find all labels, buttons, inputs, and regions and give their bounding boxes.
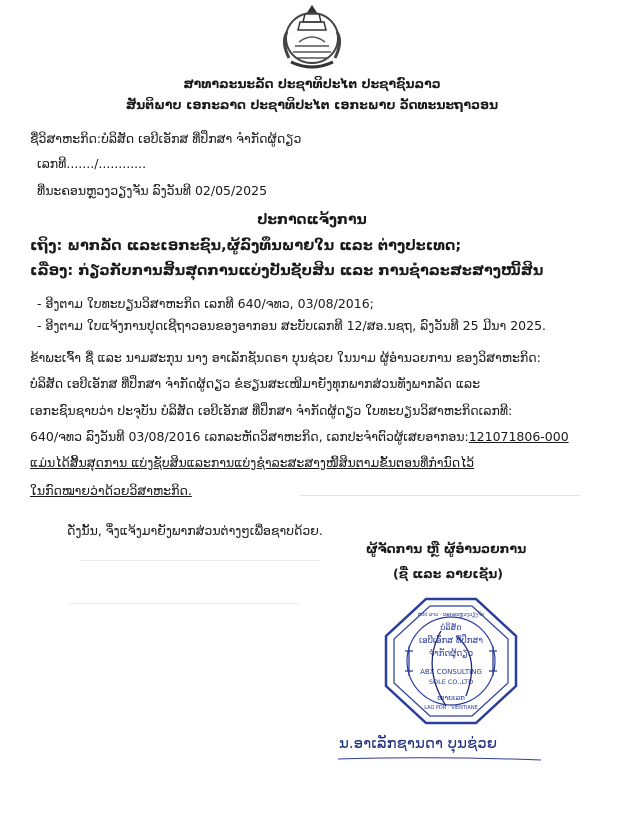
tax-id: 121071806-000 xyxy=(468,429,569,444)
stamp-en-name-1: ABX CONSULTING xyxy=(420,668,482,676)
svg-text:LAO PDR · VIENTIANE: LAO PDR · VIENTIANE xyxy=(424,705,478,711)
document-title: ປະກາດແຈ້ງການ xyxy=(257,212,367,228)
body-line-3: ເອກະຊົນຊາບວ່າ ປະຈຸບັນ ບໍລິສັດ ເອບີເອັກສ ທີ່ປຶກສາ ຈຳກັດຜູ້ດຽວ ໃບທະບຽນວິສາຫະກິດເລກທີ: xyxy=(30,403,513,418)
body-line-6: ໃນກົດໝາຍວ່າດ້ວຍວິສາຫະກິດ. xyxy=(30,483,192,498)
closing-line: ດັ່ງນັ້ນ, ຈຶ່ງແຈ້ງມາຍັງພາກສ່ວນຕ່າງໆເພື່ອຊາບດ້ວຍ. xyxy=(67,523,323,538)
subject-line: ເລື່ອງ: ກ່ຽວກັບການສິ້ນສຸດການແບ່ງປັນຊັບສິນ ແລະ ການຊຳລະສະສາງໜີ້ສິນ xyxy=(30,263,544,279)
reference-item: - ອີງຕາມ ໃບແຈ້ງການປຸດເຊີຖາວອນຂອງອາກອນ ສະບັບເລກທີ 12/ສອ.ນຊຖ, ລົງວັນທີ 25 ມີນາ 2025. xyxy=(37,318,546,333)
body-line-5: ແມ່ນໄດ້ສິ້ນສຸດການ ແບ່ງຊັບສິນແລະການແບ່ງຊຳລະສະສາງໜີ້ສິນຕາມຂັ້ນຕອນທີ່ກຳນົດໄວ້ xyxy=(30,455,475,470)
stamp-bottom: ໝາຍເລກ xyxy=(437,694,465,702)
body-line-2: ບໍລິສັດ ເອບີເອັກສ ທີ່ປຶກສາ ຈຳກັດຜູ້ດຽວ ຂໍຮຽນສະເໜີມາຍັງທຸກພາກສ່ວນທັງພາກລັດ ແລະ xyxy=(30,376,481,391)
body-line-4 xyxy=(30,429,569,444)
header-line-1: ສາທາລະນະລັດ ປະຊາທິປະໄຕ ປະຊາຊົນລາວ xyxy=(183,76,441,91)
recipient-line: ເຖິງ: ພາກລັດ ແລະເອກະຊົນ,ຜູ້ລົງທຶນພາຍໃນ ແລະ ຕ່າງປະເທດ; xyxy=(30,238,462,254)
body-line-1: ຂ້າພະເຈົ້າ ຊື່ ແລະ ນາມສະກຸນ ນາງ ອາເລັກຊັນດຣາ ບຸນຊ່ວຍ ໃນນາມ ຜູ້ອຳນວຍການ ຂອງວິສາຫະກິດ: xyxy=(30,350,541,365)
reference-item: - ອີງຕາມ ໃບທະບຽນວິສາຫະກິດ ເລກທີ 640/ຈທວ, 03/08/2016; xyxy=(37,296,374,311)
signatory-name: ນ.ອາເລັກຊານດາ ບຸນຊ່ວຍ xyxy=(339,734,498,752)
lao-national-emblem xyxy=(275,2,349,70)
signatory-note: (ຊື່ ແລະ ລາຍເຊັນ) xyxy=(393,566,504,581)
body-line-4-text: 640/ຈທວ ລົງວັນທີ 03/08/2016 ເລກລະຫັດວິສາຫະກິດ, ເລກປະຈຳຕົວຜູ້ເສຍອາກອນ: xyxy=(30,429,469,444)
stamp-title: ບໍລິສັດ xyxy=(440,623,462,632)
header-line-2: ສັນຕິພາບ ເອກະລາດ ປະຊາທິປະໄຕ ເອກະພາບ ວັດທະນະຖາວອນ xyxy=(125,97,499,112)
stamp-lao-name-2: ຈຳກັດຜູ້ດຽວ xyxy=(428,649,474,659)
svg-text:ສປປ ລາວ · ນະຄອນຫຼວງວຽງຈັນ: ສປປ ລາວ · ນະຄອນຫຼວງວຽງຈັນ xyxy=(417,612,485,618)
signature-underline xyxy=(336,754,546,764)
document-number: ເລກທີ......./............ xyxy=(37,156,147,171)
stamp-en-name-2: SOLE CO.,LTD xyxy=(428,678,474,686)
place-date: ທີ່ນະຄອນຫຼວງວຽງຈັນ ລົງວັນທີ 02/05/2025 xyxy=(37,183,268,198)
bleed-through-line xyxy=(300,495,580,496)
signatory-role: ຜູ້ຈັດການ ຫຼື ຜູ້ອຳນວຍການ xyxy=(366,541,527,556)
company-name-line: ຊື່ວິສາຫະກິດ:ບໍລິສັດ ເອບີເອັກສ ທີ່ປຶກສາ ຈຳກັດຜູ້ດຽວ xyxy=(30,131,302,146)
stamp-lao-name-1: ເອບີເອັກສ ທີ່ປຶກສາ xyxy=(419,636,483,646)
company-stamp xyxy=(381,596,521,726)
bleed-through-line xyxy=(70,603,300,604)
bleed-through-line xyxy=(80,560,320,561)
